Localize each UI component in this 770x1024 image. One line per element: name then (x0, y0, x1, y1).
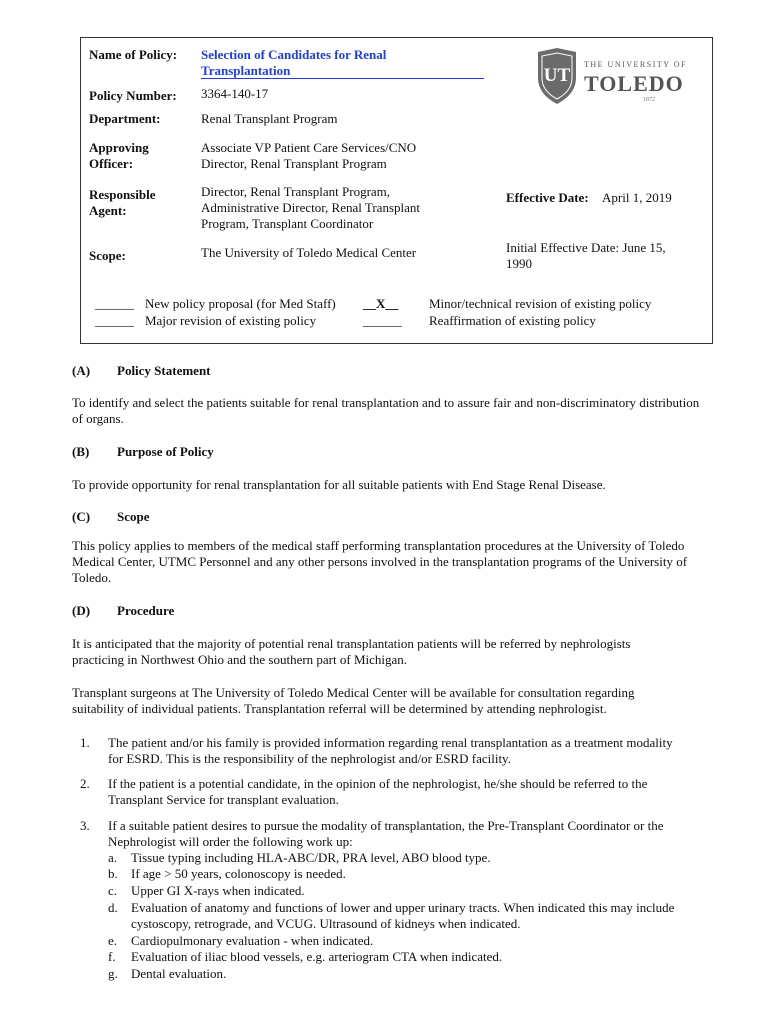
workup-g-letter: g. (108, 966, 118, 981)
responsible-agent-value-line2: Administrative Director, Renal Transplant (201, 200, 421, 215)
section-d-title: Procedure (117, 603, 175, 618)
list-item-1-text: The patient and/or his family is provided information regarding renal transplantation as a treatment modality for ESRD. This is the responsibility of the nephrologist and/or ESRD facility. (108, 735, 673, 766)
section-b-letter: (B) (72, 444, 90, 459)
list-item-3-number: 3. (80, 818, 90, 833)
section-a-letter: (A) (72, 363, 91, 378)
logo-small-text: THE UNIVERSITY OF (584, 60, 687, 69)
approving-officer-value-line1: Associate VP Patient Care Services/CNO (201, 140, 417, 155)
responsible-agent-label-line1: Responsible (89, 187, 156, 202)
list-item-3-text: If a suitable patient desires to pursue the modality of transplantation, the Pre-Transplant Coordinator or the Nephrologist will order the following work up: (108, 818, 664, 849)
section-a-text: To identify and select the patients suitable for renal transplantation and to assure fair and non-discriminatory distribution of organs. (72, 395, 700, 426)
section-c-letter: (C) (72, 509, 91, 524)
approving-officer-label-line1: Approving (89, 140, 149, 155)
logo-big-text: TOLEDO (584, 71, 684, 96)
responsible-agent-value-line1: Director, Renal Transplant Program, (201, 184, 391, 199)
revision-blank-4[interactable]: ______ (363, 313, 402, 328)
revision-option-major-revision: Major revision of existing policy (145, 313, 317, 328)
workup-c-letter: c. (108, 883, 118, 898)
section-a-title: Policy Statement (117, 363, 211, 378)
shield-icon (536, 48, 578, 104)
workup-b-text: If age > 50 years, colonoscopy is needed. (131, 866, 346, 881)
policy-header-box (80, 37, 713, 344)
section-c-text: This policy applies to members of the medical staff performing transplantation procedures at the University of Toledo Medical Center, UTMC Personnel and any other persons involved in the transplantation programs of the University of Toledo. (72, 538, 688, 585)
section-d-letter: (D) (72, 603, 91, 618)
section-c-title: Scope (117, 509, 150, 524)
revision-checked-mark[interactable]: __X__ (363, 296, 399, 311)
logo-monogram: UT (543, 65, 571, 86)
policy-number-label: Policy Number: (89, 88, 177, 103)
approving-officer-label-line2: Officer: (89, 156, 134, 171)
effective-date-value: April 1, 2019 (602, 190, 672, 205)
policy-name-label: Name of Policy: (89, 47, 178, 62)
scope-value: The University of Toledo Medical Center (201, 245, 417, 260)
logo-year: 1872 (643, 97, 655, 103)
revision-option-reaffirmation: Reaffirmation of existing policy (429, 313, 596, 328)
workup-f-letter: f. (108, 949, 116, 964)
scope-label: Scope: (89, 248, 126, 263)
section-b-text: To provide opportunity for renal transplantation for all suitable patients with End Stage Renal Disease. (72, 477, 606, 492)
workup-d-text: Evaluation of anatomy and functions of lower and upper urinary tracts. When indicated this may include cystoscopy, retrograde, and VCUG. Ultrasound of kidneys when indicated. (131, 900, 675, 931)
workup-e-letter: e. (108, 933, 118, 948)
responsible-agent-label-line2: Agent: (89, 203, 127, 218)
university-logo (536, 48, 706, 108)
revision-option-minor-revision: Minor/technical revision of existing policy (429, 296, 652, 311)
revision-option-new-policy: New policy proposal (for Med Staff) (145, 296, 336, 311)
list-item-2-text: If the patient is a potential candidate, in the opinion of the nephrologist, he/she should be referred to the Transplant Service for transplant evaluation. (108, 776, 648, 807)
workup-f-text: Evaluation of iliac blood vessels, e.g. arteriogram CTA when indicated. (131, 949, 503, 964)
list-item-1-number: 1. (80, 735, 90, 750)
list-item-2-number: 2. (80, 776, 90, 791)
section-d-text1: It is anticipated that the majority of potential renal transplantation patients will be referred by nephrologists practicing in Northwest Ohio and the southern part of Michigan. (72, 636, 631, 667)
workup-b-letter: b. (108, 866, 118, 881)
department-label: Department: (89, 111, 161, 126)
workup-e-text: Cardiopulmonary evaluation - when indicated. (131, 933, 374, 948)
workup-a-letter: a. (108, 850, 118, 865)
section-b-title: Purpose of Policy (117, 444, 214, 459)
effective-date-label: Effective Date: (506, 190, 589, 205)
section-d-text2: Transplant surgeons at The University of Toledo Medical Center will be available for consultation regarding suitability of individual patients. Transplantation referral will be determined by attending nephrologist. (72, 685, 635, 716)
department-value: Renal Transplant Program (201, 111, 338, 126)
workup-c-text: Upper GI X-rays when indicated. (131, 883, 305, 898)
policy-name-value-line1: Selection of Candidates for Renal (201, 47, 387, 62)
revision-blank-2[interactable]: ______ (95, 313, 134, 328)
initial-effective-date-line2: 1990 (506, 256, 532, 271)
initial-effective-date-line1: Initial Effective Date: June 15, (506, 240, 666, 255)
title-underline (201, 78, 484, 79)
policy-name-value-line2: Transplantation (201, 63, 291, 78)
responsible-agent-value-line3: Program, Transplant Coordinator (201, 216, 374, 231)
workup-a-text: Tissue typing including HLA-ABC/DR, PRA level, ABO blood type. (131, 850, 491, 865)
policy-number-value: 3364-140-17 (201, 86, 269, 101)
workup-d-letter: d. (108, 900, 118, 915)
approving-officer-value-line2: Director, Renal Transplant Program (201, 156, 387, 171)
workup-g-text: Dental evaluation. (131, 966, 227, 981)
revision-blank-1[interactable]: ______ (95, 296, 134, 311)
